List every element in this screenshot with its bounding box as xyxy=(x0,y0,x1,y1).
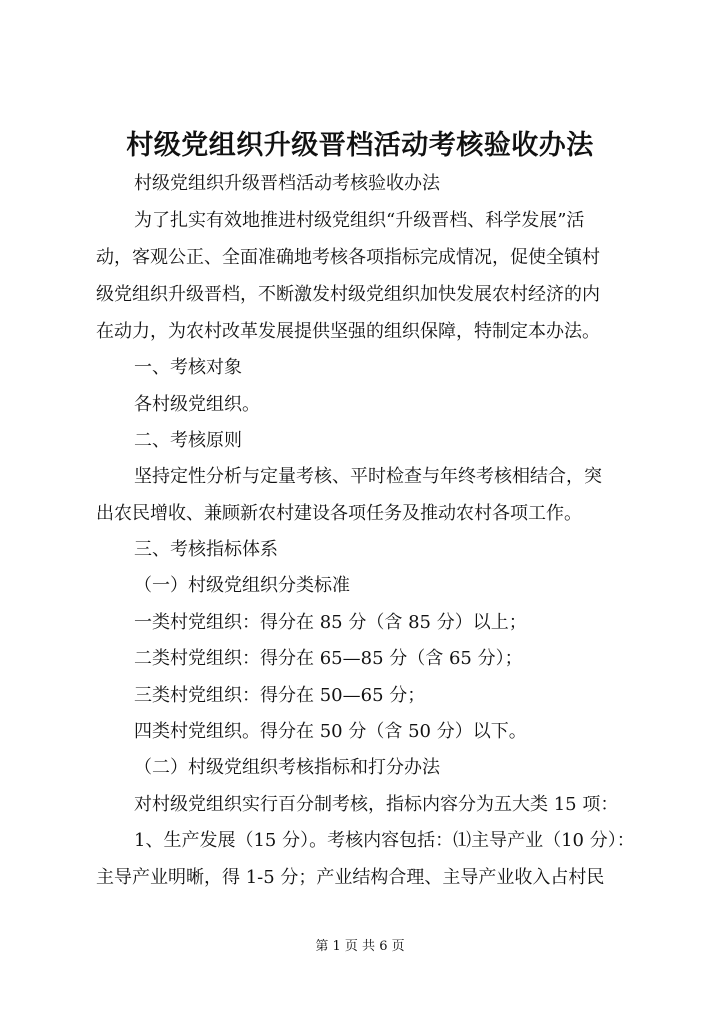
page-number: 第 1 页 共 6 页 xyxy=(315,939,405,954)
paragraph-line: 在动力，为农村改革发展提供坚强的组织保障，特制定本办法。 xyxy=(96,321,600,342)
paragraph-line: 对村级党组织实行百分制考核，指标内容分为五大类 15 项： xyxy=(134,794,619,815)
paragraph-line: 出农民增收、兼顾新农村建设各项任务及推动农村各项工作。 xyxy=(96,503,582,524)
paragraph-line: 四类村党组织。得分在 50 分（含 50 分）以下。 xyxy=(134,721,527,742)
subsection-heading: （一）村级党组织分类标准 xyxy=(134,575,350,596)
paragraph-line: 一类村党组织：得分在 85 分（含 85 分）以上； xyxy=(134,612,527,633)
paragraph-line: 三类村党组织：得分在 50—65 分； xyxy=(134,685,426,706)
section-heading: 三、考核指标体系 xyxy=(134,539,278,560)
section-heading: 二、考核原则 xyxy=(134,430,242,451)
document-title: 村级党组织升级晋档活动考核验收办法 xyxy=(126,130,594,161)
paragraph-line: 动，客观公正、全面准确地考核各项指标完成情况，促使全镇村 xyxy=(96,247,600,268)
paragraph-line: 坚持定性分析与定量考核、平时检查与年终考核相结合，突 xyxy=(134,466,602,487)
paragraph-line: 1、生产发展（15 分）。考核内容包括：⑴主导产业（10 分）： xyxy=(134,830,635,851)
section-heading: 一、考核对象 xyxy=(134,357,242,378)
paragraph-line: 主导产业明晰，得 1-5 分；产业结构合理、主导产业收入占村民 xyxy=(96,867,605,888)
paragraph-line: 二类村党组织：得分在 65—85 分（含 65 分）； xyxy=(134,648,523,669)
paragraph-line: 各村级党组织。 xyxy=(134,394,260,415)
subsection-heading: （二）村级党组织考核指标和打分办法 xyxy=(134,757,440,778)
paragraph-line: 为了扎实有效地推进村级党组织“升级晋档、科学发展”活 xyxy=(134,210,585,231)
paragraph-line: 级党组织升级晋档，不断激发村级党组织加快发展农村经济的内 xyxy=(96,284,600,305)
subtitle-line: 村级党组织升级晋档活动考核验收办法 xyxy=(134,173,440,194)
